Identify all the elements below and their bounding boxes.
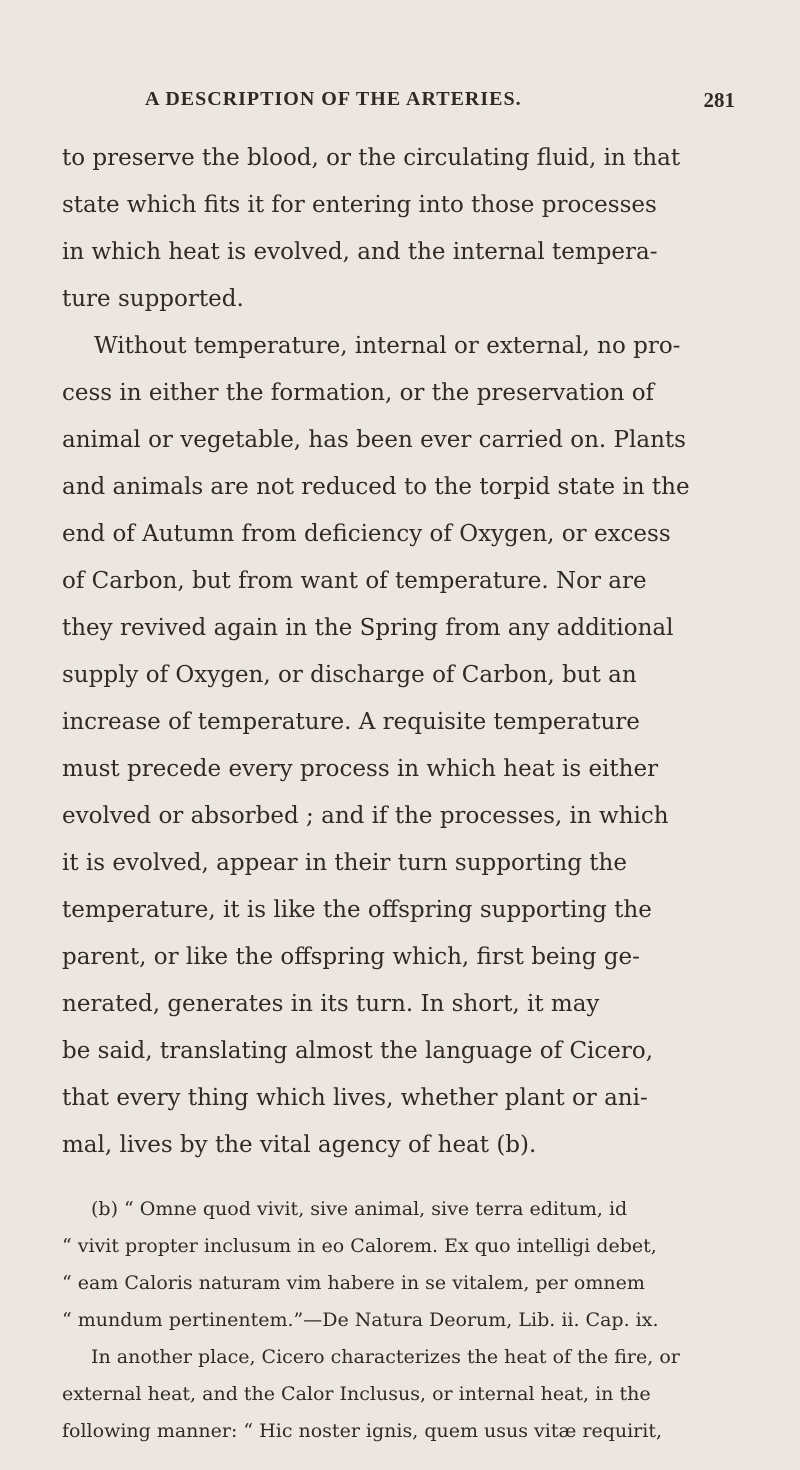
text-line: animal or vegetable, has been ever carried on. Plants bbox=[62, 427, 686, 453]
page-number: 281 bbox=[703, 88, 735, 112]
text-line: that every thing which lives, whether plant or ani- bbox=[62, 1085, 648, 1111]
text-line: increase of temperature. A requisite temperature bbox=[62, 709, 640, 735]
text-line: of Carbon, but from want of temperature. Nor are bbox=[62, 568, 647, 594]
footnote-line: “ mundum pertinentem.”—De Natura Deorum, Lib. ii. Cap. ix. bbox=[62, 1309, 659, 1331]
footnote-line: external heat, and the Calor Inclusus, or internal heat, in the bbox=[62, 1383, 651, 1405]
text-line: state which fits it for entering into those processes bbox=[62, 192, 657, 218]
text-line: it is evolved, appear in their turn supporting the bbox=[62, 850, 627, 876]
footnote-line: “ eam Caloris naturam vim habere in se vitalem, per omnem bbox=[62, 1272, 645, 1294]
text-line: supply of Oxygen, or discharge of Carbon, but an bbox=[62, 662, 637, 688]
footnote-line: following manner: “ Hic noster ignis, quem usus vitæ requirit, bbox=[62, 1420, 663, 1442]
text-line: to preserve the blood, or the circulating fluid, in that bbox=[62, 145, 681, 171]
text-line: ture supported. bbox=[62, 286, 244, 312]
text-line: in which heat is evolved, and the internal tempera- bbox=[62, 239, 658, 265]
running-head bbox=[145, 88, 755, 118]
text-line: must precede every process in which heat is either bbox=[62, 756, 659, 782]
text-line: mal, lives by the vital agency of heat (b). bbox=[62, 1132, 537, 1158]
text-line: cess in either the formation, or the preservation of bbox=[62, 380, 655, 406]
text-line: be said, translating almost the language of Cicero, bbox=[62, 1038, 654, 1064]
text-line: nerated, generates in its turn. In short, it may bbox=[62, 991, 600, 1017]
text-line: and animals are not reduced to the torpid state in the bbox=[62, 474, 690, 500]
text-line: Without temperature, internal or external, no pro- bbox=[94, 333, 681, 359]
text-line: temperature, it is like the offspring supporting the bbox=[62, 897, 652, 923]
text-line: end of Autumn from deficiency of Oxygen, or excess bbox=[62, 521, 671, 547]
footnote-line: “ vivit propter inclusum in eo Calorem. Ex quo intelligi debet, bbox=[62, 1235, 657, 1257]
footnote-line: In another place, Cicero characterizes the heat of the fire, or bbox=[91, 1346, 680, 1368]
text-line: parent, or like the offspring which, first being ge- bbox=[62, 944, 640, 970]
text-line: they revived again in the Spring from any additional bbox=[62, 615, 674, 641]
footnote-line: (b) “ Omne quod vivit, sive animal, sive terra editum, id bbox=[91, 1198, 628, 1220]
text-line: evolved or absorbed ; and if the processes, in which bbox=[62, 803, 669, 829]
running-title: A DESCRIPTION OF THE ARTERIES. bbox=[145, 88, 522, 110]
